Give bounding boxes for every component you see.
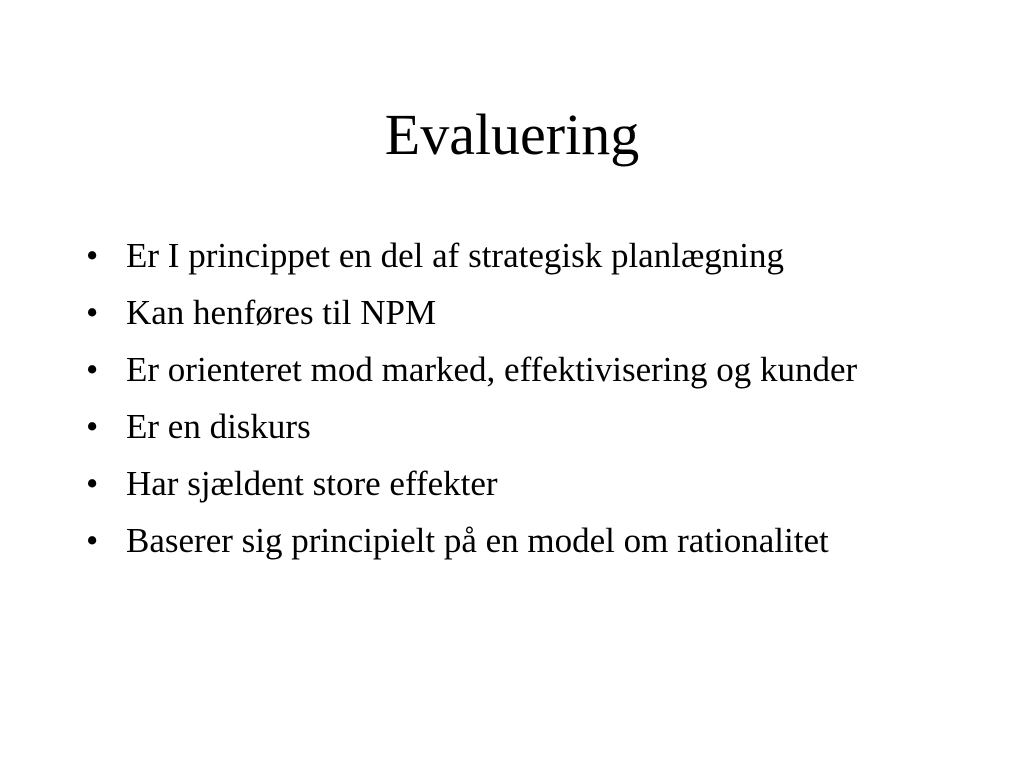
bullet-icon: • bbox=[86, 407, 99, 446]
bullet-text: Har sjældent store effekter bbox=[126, 464, 498, 503]
bullet-item bbox=[86, 403, 936, 450]
bullet-item bbox=[86, 460, 936, 507]
bullet-icon: • bbox=[86, 464, 99, 503]
bullet-icon: • bbox=[86, 521, 99, 560]
bullet-text: Kan henføres til NPM bbox=[126, 293, 437, 332]
bullet-icon: • bbox=[86, 236, 99, 275]
bullet-icon: • bbox=[86, 350, 99, 389]
bullet-item bbox=[86, 232, 936, 279]
bullet-item bbox=[86, 517, 936, 564]
bullet-text: Baserer sig principielt på en model om rationalitet bbox=[126, 521, 829, 560]
bullet-list bbox=[86, 232, 936, 574]
bullet-item bbox=[86, 346, 936, 393]
bullet-text: Er I princippet en del af strategisk planlægning bbox=[126, 236, 785, 275]
bullet-text: Er orienteret mod marked, effektivisering og kunder bbox=[126, 350, 858, 389]
bullet-item bbox=[86, 289, 936, 336]
bullet-text: Er en diskurs bbox=[126, 407, 311, 446]
bullet-icon: • bbox=[86, 293, 99, 332]
slide-title: Evaluering bbox=[384, 102, 640, 167]
